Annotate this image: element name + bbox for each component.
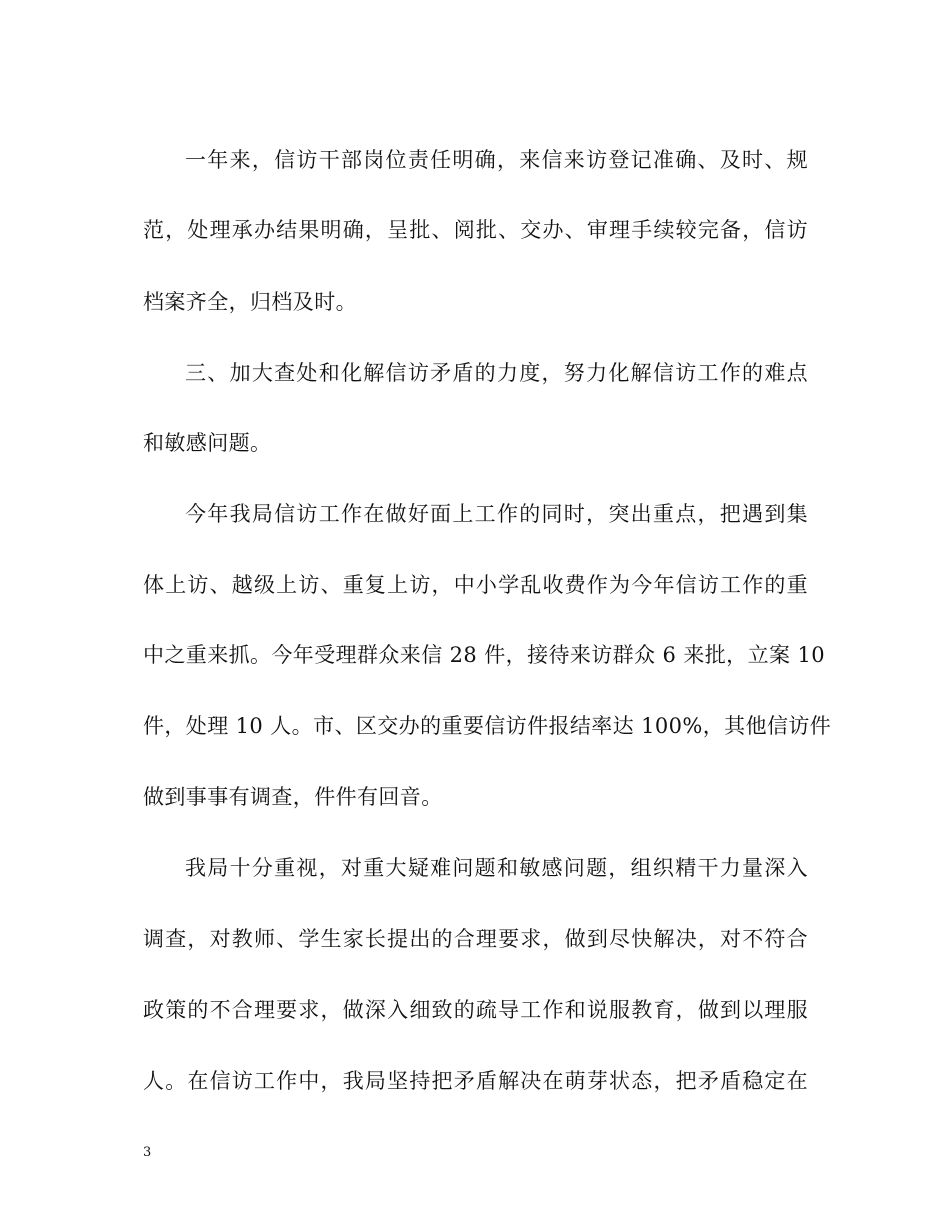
- paragraph-line: 体上访、越级上访、重复上访，中小学乱收费作为今年信访工作的重: [143, 573, 808, 597]
- paragraph-line: 范，处理承办结果明确，呈批、阅批、交办、审理手续较完备，信访: [143, 218, 808, 242]
- paragraph-line: 做到事事有调查，件件有回音。: [143, 785, 443, 809]
- section-heading-line: 三、加大查处和化解信访矛盾的力度，努力化解信访工作的难点: [185, 361, 808, 385]
- section-heading-line: 和敏感问题。: [143, 431, 272, 455]
- paragraph-line: 一年来，信访干部岗位责任明确，来信来访登记准确、及时、规: [185, 148, 808, 172]
- paragraph-line: 今年我局信访工作在做好面上工作的同时，突出重点，把遇到集: [185, 502, 808, 526]
- paragraph-line: 档案齐全，归档及时。: [143, 290, 357, 314]
- paragraph-line: 人。在信访工作中，我局坚持把矛盾解决在萌芽状态，把矛盾稳定在: [143, 1069, 808, 1093]
- page-number: 3: [143, 1145, 152, 1160]
- paragraph-line: 我局十分重视，对重大疑难问题和敏感问题，组织精干力量深入: [185, 856, 808, 880]
- paragraph-line: 调查，对教师、学生家长提出的合理要求，做到尽快解决，对不符合: [143, 927, 808, 951]
- paragraph-line: 政策的不合理要求，做深入细致的疏导工作和说服教育，做到以理服: [143, 998, 808, 1022]
- paragraph-line: 件，处理 10 人。市、区交办的重要信访件报结率达 100%，其他信访件: [143, 714, 832, 738]
- paragraph-line: 中之重来抓。今年受理群众来信 28 件，接待来访群众 6 来批，立案 10: [143, 643, 825, 667]
